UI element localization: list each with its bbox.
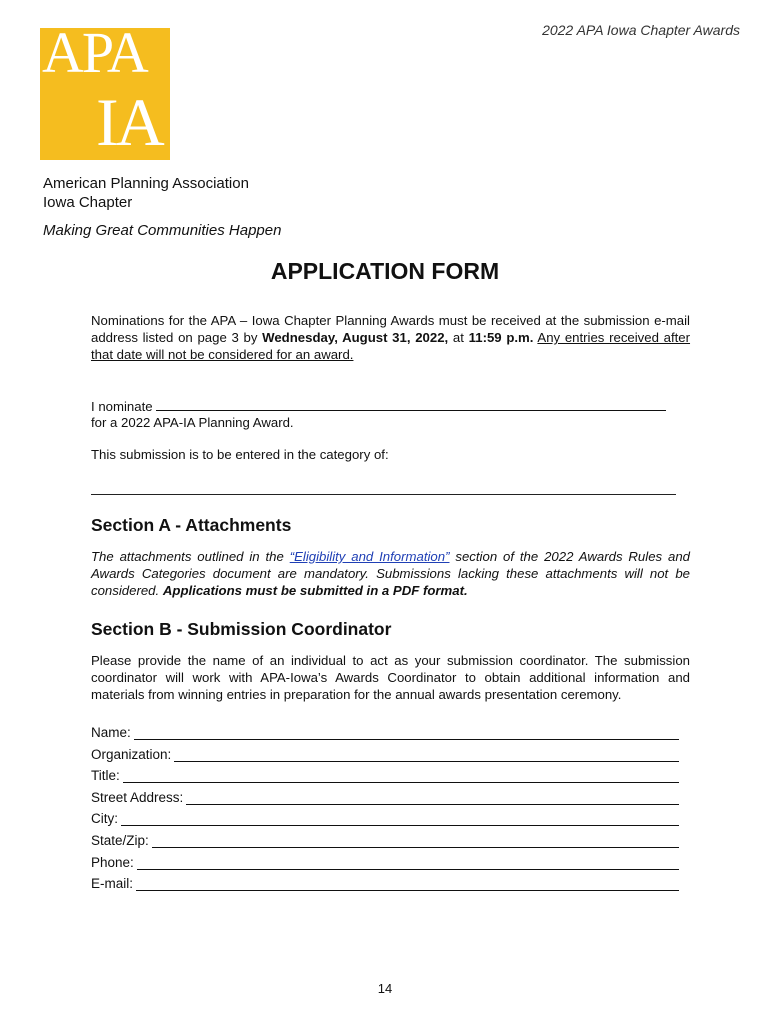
email-field[interactable] (91, 873, 679, 891)
title-field[interactable] (91, 765, 679, 783)
document-header: 2022 APA Iowa Chapter Awards (542, 22, 740, 38)
field-label: State/Zip: (91, 833, 149, 848)
pdf-format-notice: Applications must be submitted in a PDF format. (162, 583, 468, 598)
chapter-name: Iowa Chapter (43, 194, 133, 211)
deadline-time: 11:59 p.m. (468, 330, 534, 345)
section-a-text-2: section of the 2022 Awards Rules and Awards Categories document are mandatory. Submissions lacking these attachments will not be considered. (91, 549, 690, 598)
field-line[interactable] (174, 747, 679, 762)
phone-field[interactable] (91, 852, 679, 870)
page-number: 14 (377, 981, 393, 996)
category-prompt: This submission is to be entered in the category of: (91, 447, 389, 462)
deadline-date: Wednesday, August 31, 2022, (262, 330, 449, 345)
name-field[interactable] (91, 722, 679, 740)
eligibility-link[interactable]: “Eligibility and Information” (289, 549, 450, 564)
field-line[interactable] (186, 790, 679, 805)
organization-block (43, 174, 249, 212)
field-label: Phone: (91, 855, 134, 870)
logo-text-apa: APA (42, 28, 147, 85)
section-a-heading: Section A - Attachments (91, 515, 292, 535)
tagline: Making Great Communities Happen (43, 222, 282, 239)
field-line[interactable] (134, 725, 679, 740)
intro-text: Nominations for the APA – Iowa Chapter Planning Awards must be received at the submission e-mail address listed on page 3 by (91, 313, 690, 345)
field-label: City: (91, 811, 118, 826)
field-label: Name: (91, 725, 131, 740)
late-entry-notice: Any entries received after that date will not be considered for an award. (91, 330, 691, 362)
category-field[interactable] (91, 494, 676, 495)
intro-at: at (452, 330, 464, 345)
street-address-field[interactable] (91, 787, 679, 805)
logo-text-ia: IA (96, 84, 162, 160)
nominee-field[interactable] (156, 398, 666, 411)
nominate-label: I nominate (91, 399, 153, 414)
field-line[interactable] (152, 833, 679, 848)
apa-ia-logo (40, 28, 170, 160)
section-b-text: Please provide the name of an individual to act as your submission coordinator. The submission coordinator will work with APA-Iowa’s Awards Coordinator to obtain additional information and materials from winning entries in preparation for the annual awards presentation ceremony. (91, 653, 690, 702)
section-a-text-1: The attachments outlined in the (91, 549, 284, 564)
field-line[interactable] (137, 855, 679, 870)
field-label: Street Address: (91, 790, 184, 805)
page-title: APPLICATION FORM (270, 258, 500, 284)
city-field[interactable] (91, 808, 679, 826)
field-line[interactable] (136, 876, 679, 891)
section-a-text (91, 548, 690, 599)
field-label: E-mail: (91, 876, 134, 891)
organization-field[interactable] (91, 744, 679, 762)
intro-paragraph (91, 312, 690, 363)
field-line[interactable] (123, 768, 679, 783)
field-label: Title: (91, 768, 120, 783)
field-label: Organization: (91, 747, 172, 762)
organization-name: American Planning Association (43, 175, 249, 192)
state-zip-field[interactable] (91, 830, 679, 848)
field-line[interactable] (121, 811, 679, 826)
section-b-heading: Section B - Submission Coordinator (91, 619, 392, 639)
award-line: for a 2022 APA-IA Planning Award. (91, 415, 294, 430)
nominate-line (91, 398, 681, 414)
